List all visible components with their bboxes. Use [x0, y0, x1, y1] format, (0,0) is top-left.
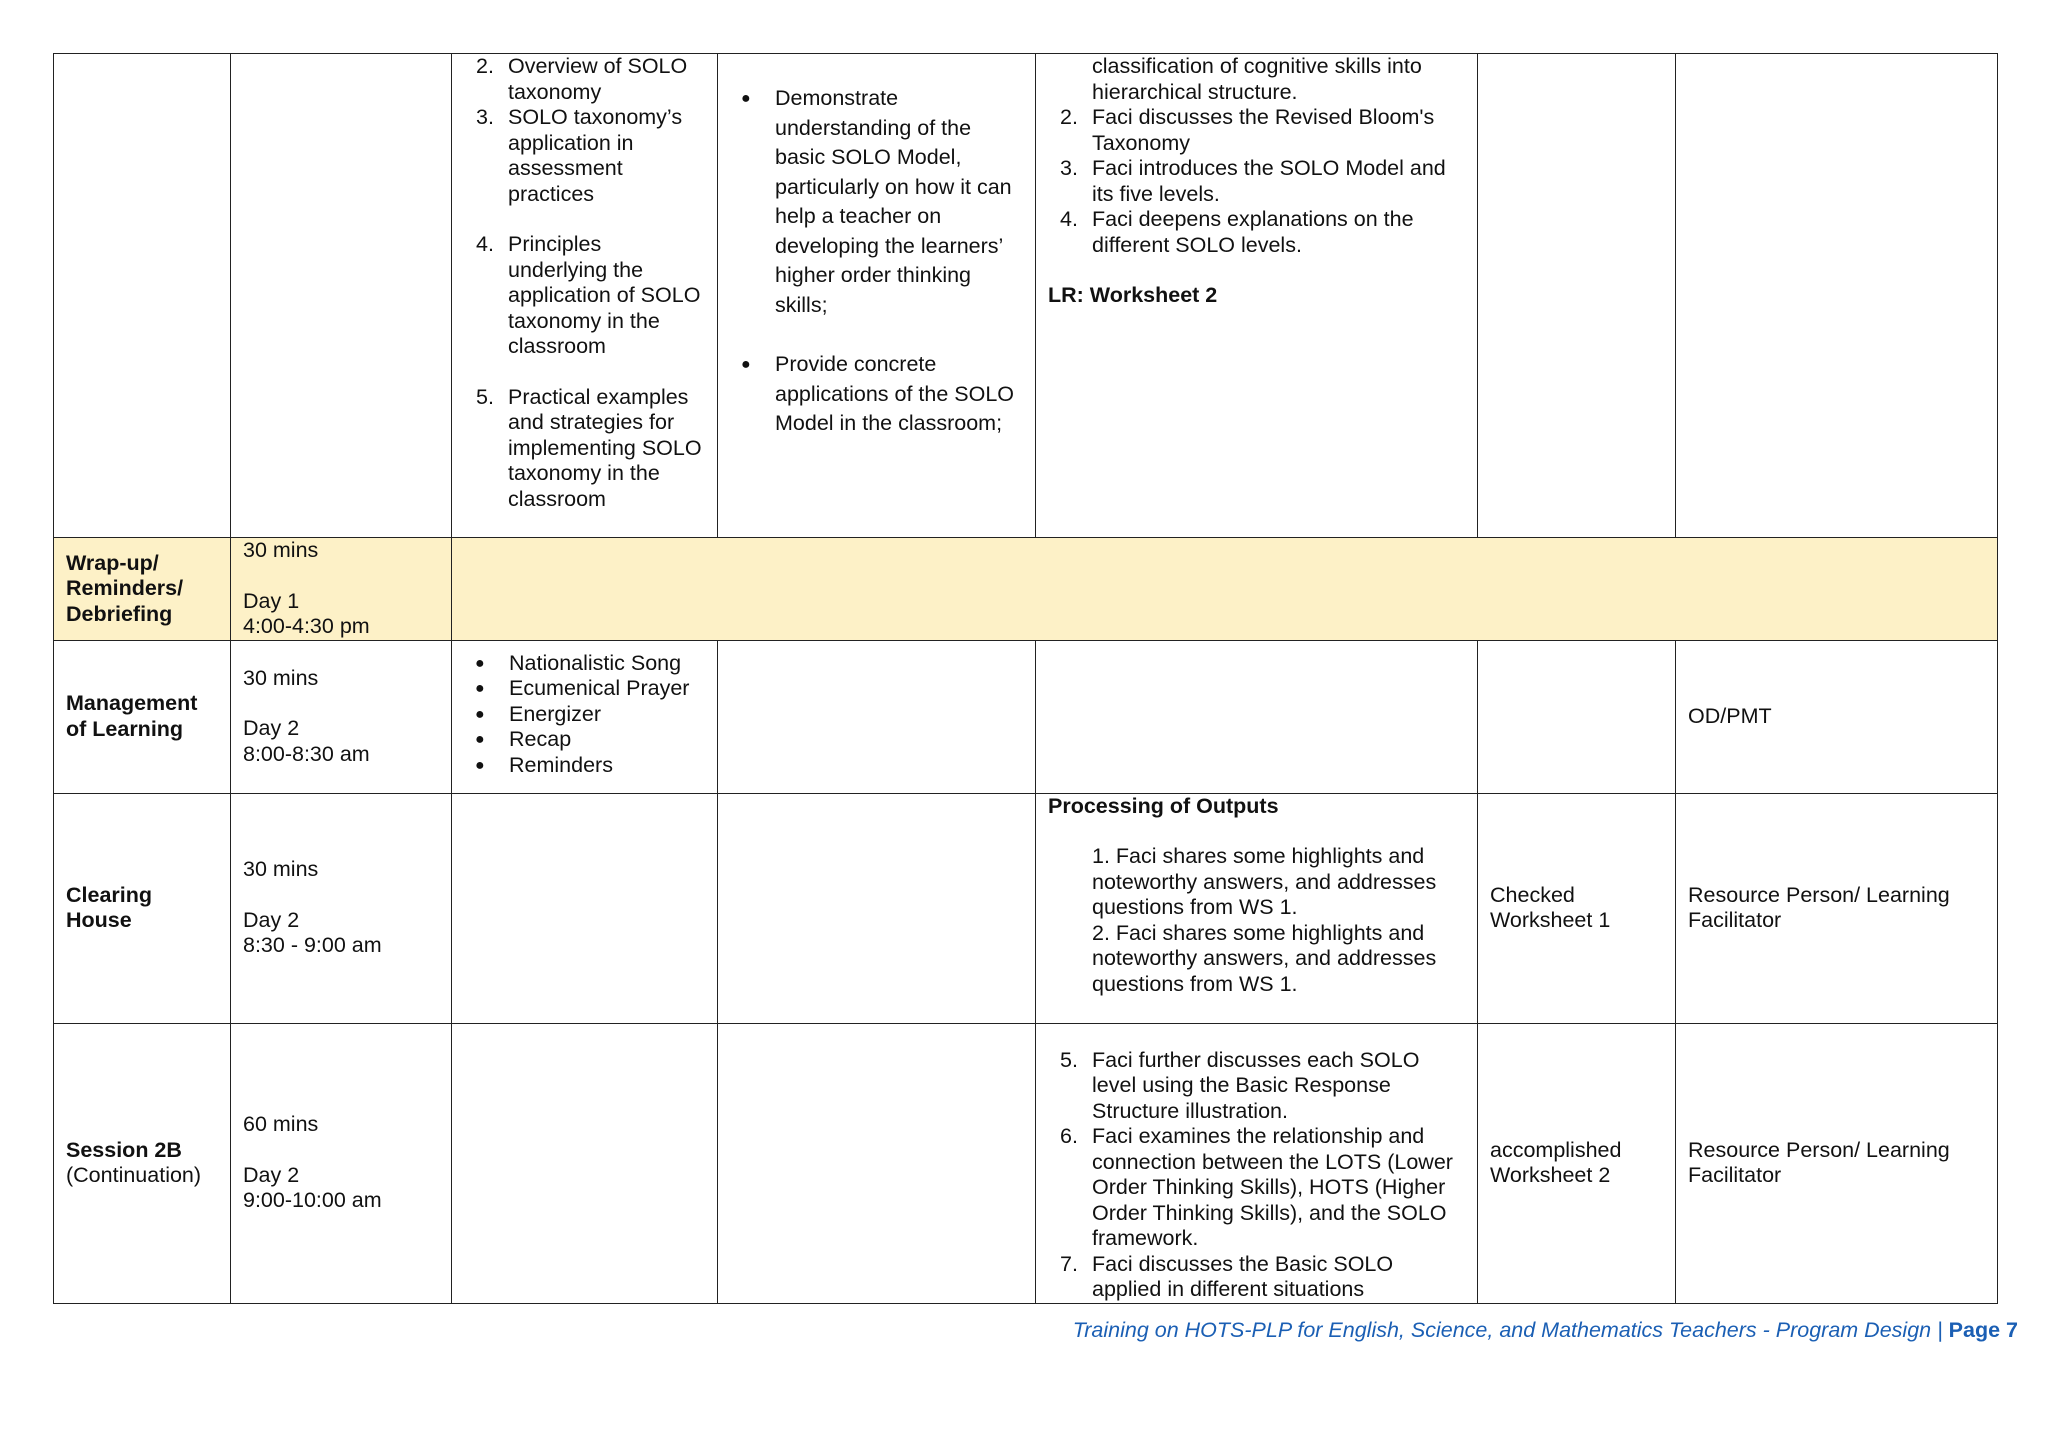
wrapup-row	[54, 538, 1998, 641]
duration-cell: 60 mins Day 2 9:00-10:00 am	[231, 1023, 452, 1303]
list-item: ● Ecumenical Prayer	[475, 676, 690, 700]
list-item: 5. Practical examples and strategies for implementing SOLO taxonomy in the classroom	[476, 384, 702, 511]
person-cell: Resource Person/ Learning Facilitator	[1676, 793, 1998, 1023]
management-row	[54, 640, 1998, 793]
list-item: 7. Faci discusses the Basic SOLO applied in different situations	[1060, 1251, 1394, 1301]
bullet-icon: ●	[475, 731, 485, 748]
bullet-icon: ●	[741, 90, 751, 107]
spacer	[243, 883, 439, 908]
bullet-icon: ●	[475, 756, 485, 774]
person-cell	[1676, 54, 1998, 538]
methodology-cell	[1036, 640, 1478, 793]
objectives-cell	[718, 793, 1036, 1023]
session-2b-row	[54, 1023, 1998, 1303]
duration-cell: 30 mins Day 2 8:00-8:30 am	[231, 640, 452, 793]
learning-resource-label: LR: Worksheet 2	[1048, 283, 1218, 307]
spacer	[243, 564, 439, 589]
spacer	[464, 207, 705, 232]
section-heading: Processing of Outputs	[1048, 793, 1279, 818]
bullet-icon: ●	[741, 356, 751, 373]
list-item: 2. Faci discusses the Revised Bloom's Taxonomy	[1060, 105, 1435, 155]
bullet-icon: ●	[475, 680, 485, 697]
program-design-table	[53, 53, 1998, 1304]
methodology-list	[1048, 105, 1465, 258]
spacer	[1048, 819, 1465, 844]
clearing-house-row	[54, 793, 1998, 1023]
content-cell	[452, 640, 718, 793]
list-item: 2. Overview of SOLO taxonomy	[476, 54, 688, 104]
spacer	[1048, 258, 1465, 283]
output-cell: accomplished Worksheet 2	[1478, 1023, 1676, 1303]
duration-cell	[231, 54, 452, 538]
duration-cell: 30 mins Day 2 8:30 - 9:00 am	[231, 793, 452, 1023]
objectives-cell	[718, 1023, 1036, 1303]
list-item: ● Recap	[475, 727, 572, 751]
list-item: ● Provide concrete applications of the SOLO Model in the classroom;	[741, 352, 1015, 435]
output-cell: Checked Worksheet 1	[1478, 793, 1676, 1023]
person-cell: Resource Person/ Learning Facilitator	[1676, 1023, 1998, 1303]
spacer	[464, 360, 705, 385]
list-item: 3. SOLO taxonomy’s application in assessment practices	[476, 105, 683, 206]
content-cell	[452, 54, 718, 538]
methodology-cell	[1036, 793, 1478, 1023]
methodology-list	[1048, 1048, 1465, 1303]
activity-cell	[54, 54, 231, 538]
page-number: Page 7	[1948, 1318, 2018, 1342]
footer-separator: |	[1937, 1318, 1943, 1342]
list-item: 6. Faci examines the relationship and connection between the LOTS (Lower Order Thinking Skills), HOTS (Higher Order Thinking Skills), and the SOLO framework.	[1060, 1124, 1453, 1250]
list-item: ● Reminders	[475, 752, 613, 777]
content-list	[464, 54, 705, 512]
bullet-icon: ●	[475, 705, 485, 723]
activity-cell: Wrap-up/ Reminders/ Debriefing	[54, 538, 231, 641]
list-item: 2. Faci shares some highlights and noteworthy answers, and addresses questions from WS 1.	[1092, 920, 1437, 996]
methodology-cell: classification of cognitive skills into hierarchical structure. 2. Faci discusses the Revised Bloom's Taxonomy 3. Faci introduces the SOLO Model and its five levels. 4. Faci deepens explanations on the different SOLO levels. LR: Worksheet 2	[1036, 54, 1478, 538]
list-item: 4. Faci deepens explanations on the different SOLO levels.	[1060, 207, 1414, 257]
wrapup-span-cell	[452, 538, 1998, 641]
list-item: ● Nationalistic Song	[475, 650, 682, 675]
list-item: 3. Faci introduces the SOLO Model and its five levels.	[1060, 156, 1446, 206]
content-cell	[452, 1023, 718, 1303]
duration-cell: 30 mins Day 1 4:00-4:30 pm	[231, 538, 452, 641]
methodology-cell	[1036, 1023, 1478, 1303]
output-cell	[1478, 640, 1676, 793]
objectives-cell	[718, 640, 1036, 793]
footer-title: Training on HOTS-PLP for English, Science, and Mathematics Teachers - Program Design	[1072, 1318, 1932, 1342]
objectives-list	[730, 84, 1023, 439]
content-cell	[452, 793, 718, 1023]
objectives-cell	[718, 54, 1036, 538]
list-item: 5. Faci further discusses each SOLO level using the Basic Response Structure illustration.	[1060, 1047, 1420, 1123]
list-item: 1. Faci shares some highlights and noteworthy answers, and addresses questions from WS 1.	[1092, 844, 1437, 919]
page-footer	[1073, 1318, 2018, 1343]
spacer	[730, 320, 1023, 350]
person-cell: OD/PMT	[1676, 640, 1998, 793]
session-continuation-row	[54, 54, 1998, 538]
spacer	[243, 1138, 439, 1163]
list-item: 4. Principles underlying the application of SOLO taxonomy in the classroom	[476, 232, 701, 358]
list-item: ● Demonstrate understanding of the basic SOLO Model, particularly on how it can help a teacher on developing the learners’ higher order thinking skills;	[741, 86, 1012, 317]
bullet-icon: ●	[475, 654, 485, 672]
activity-cell: Management of Learning	[54, 640, 231, 793]
activity-cell: Session 2B (Continuation)	[54, 1023, 231, 1303]
activity-cell: Clearing House	[54, 793, 231, 1023]
list-item: ● Energizer	[475, 701, 602, 726]
output-cell	[1478, 54, 1676, 538]
routine-list	[464, 651, 705, 779]
spacer	[243, 691, 439, 716]
